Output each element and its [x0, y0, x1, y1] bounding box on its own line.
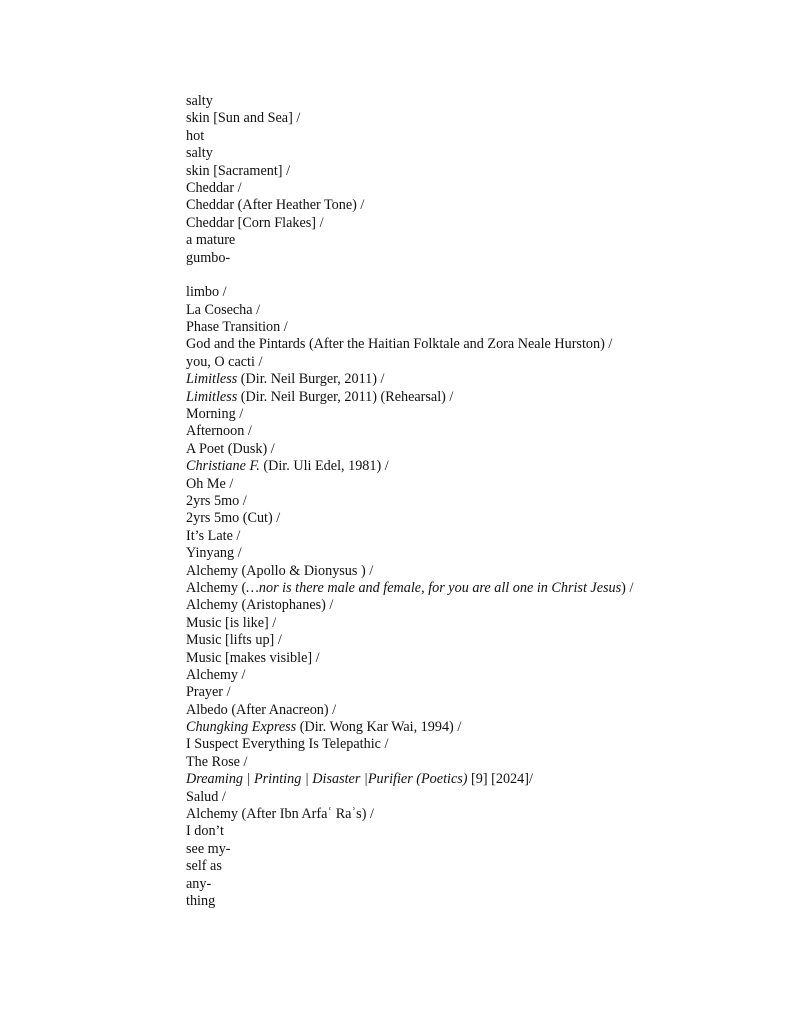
poem-line: [186, 336, 776, 353]
line-text: Morning /: [186, 406, 244, 423]
line-text: skin [Sun and Sea] /: [186, 110, 301, 127]
line-text: Alchemy (After Ibn Arfaʿ Raʾs) /: [186, 806, 374, 823]
poem-line: [186, 423, 776, 440]
line-text: salty: [186, 145, 213, 162]
poem-line: [186, 789, 776, 806]
line-text: [9] [2024]/: [467, 771, 533, 788]
poem-line: [186, 823, 776, 840]
poem-line: [186, 719, 776, 736]
poem-line: [186, 650, 776, 667]
poem-line: [186, 476, 776, 493]
line-text: Alchemy (Apollo & Dionysus ) /: [186, 562, 374, 579]
poem-line: [186, 458, 776, 475]
blank-line: [186, 267, 776, 284]
poem-line: [186, 563, 776, 580]
line-text: you, O cacti /: [186, 353, 263, 370]
italic-title-text: …nor is there male and female, for you are all one in Christ Jesus: [246, 579, 622, 596]
line-text: Cheddar (After Heather Tone) /: [186, 197, 365, 214]
poem-line: [186, 354, 776, 371]
poem-line: [186, 771, 776, 788]
poem-line: [186, 215, 776, 232]
poem-line: [186, 667, 776, 684]
line-text: Prayer /: [186, 684, 231, 701]
poem-line: [186, 736, 776, 753]
poem-line: [186, 493, 776, 510]
italic-title-text: Limitless: [186, 388, 238, 405]
line-text: Phase Transition /: [186, 319, 288, 336]
line-text: Cheddar /: [186, 179, 242, 196]
poem-line: [186, 110, 776, 127]
poem-line: [186, 806, 776, 823]
line-text: thing: [186, 892, 216, 909]
line-text: Music [makes visible] /: [186, 649, 320, 666]
poem-line: [186, 197, 776, 214]
poem-line: [186, 145, 776, 162]
line-text: see my-: [186, 840, 231, 857]
line-text: Yinyang /: [186, 545, 242, 562]
line-text: self as: [186, 858, 222, 875]
line-text: (Dir. Wong Kar Wai, 1994) /: [296, 719, 462, 736]
line-text: (Dir. Neil Burger, 2011) (Rehearsal) /: [237, 388, 454, 405]
line-text: Alchemy (: [186, 579, 247, 596]
line-text: limbo /: [186, 284, 227, 301]
poem-line: [186, 754, 776, 771]
line-text: I don’t: [186, 823, 224, 840]
poem-line: [186, 180, 776, 197]
line-text: hot: [186, 127, 205, 144]
poem-line: [186, 615, 776, 632]
poem-line: [186, 858, 776, 875]
italic-title-text: Christiane F.: [186, 458, 260, 475]
line-text: Salud /: [186, 788, 226, 805]
line-text: La Cosecha /: [186, 301, 261, 318]
poem-line: [186, 702, 776, 719]
line-text: ) /: [621, 579, 634, 596]
line-text: 2yrs 5mo /: [186, 492, 247, 509]
line-text: The Rose /: [186, 753, 248, 770]
line-text: It’s Late /: [186, 527, 241, 544]
poem-line: [186, 232, 776, 249]
poem-line: [186, 510, 776, 527]
line-text: any-: [186, 875, 212, 892]
line-text: Music [is like] /: [186, 614, 277, 631]
poem-line: [186, 632, 776, 649]
italic-title-text: Dreaming | Printing | Disaster |Purifier (Poetics): [186, 771, 468, 788]
line-text: Cheddar [Corn Flakes] /: [186, 214, 324, 231]
poem-line: [186, 528, 776, 545]
poem-line: [186, 597, 776, 614]
poem-line: [186, 319, 776, 336]
poem-line: [186, 876, 776, 893]
line-text: Afternoon /: [186, 423, 252, 440]
line-text: Albedo (After Anacreon) /: [186, 701, 337, 718]
poem-line: [186, 580, 776, 597]
line-text: (Dir. Uli Edel, 1981) /: [259, 458, 389, 475]
poem-line: [186, 128, 776, 145]
poem-line: [186, 389, 776, 406]
line-text: skin [Sacrament] /: [186, 162, 291, 179]
poem-line: [186, 371, 776, 388]
italic-title-text: Chungking Express: [186, 719, 297, 736]
poem-line: [186, 250, 776, 267]
line-text: salty: [186, 93, 213, 109]
line-text: 2yrs 5mo (Cut) /: [186, 510, 281, 527]
poem-line: [186, 841, 776, 858]
line-text: (Dir. Neil Burger, 2011) /: [237, 371, 385, 388]
line-text: Music [lifts up] /: [186, 632, 282, 649]
poem-line: [186, 284, 776, 301]
poem-line: [186, 441, 776, 458]
poem-line: [186, 93, 776, 110]
poem-line: [186, 684, 776, 701]
line-text: gumbo-: [186, 249, 231, 266]
poem-text: [186, 93, 776, 910]
line-text: Alchemy (Aristophanes) /: [186, 597, 334, 614]
poem-line: [186, 406, 776, 423]
poem-line: [186, 545, 776, 562]
line-text: A Poet (Dusk) /: [186, 440, 275, 457]
line-text: God and the Pintards (After the Haitian Folktale and Zora Neale Hurston) /: [186, 336, 613, 353]
line-text: Alchemy /: [186, 666, 246, 683]
poem-line: [186, 893, 776, 910]
line-text: a mature: [186, 232, 236, 249]
poem-line: [186, 302, 776, 319]
poem-line: [186, 163, 776, 180]
line-text: I Suspect Everything Is Telepathic /: [186, 736, 389, 753]
italic-title-text: Limitless: [186, 371, 238, 388]
line-text: Oh Me /: [186, 475, 234, 492]
